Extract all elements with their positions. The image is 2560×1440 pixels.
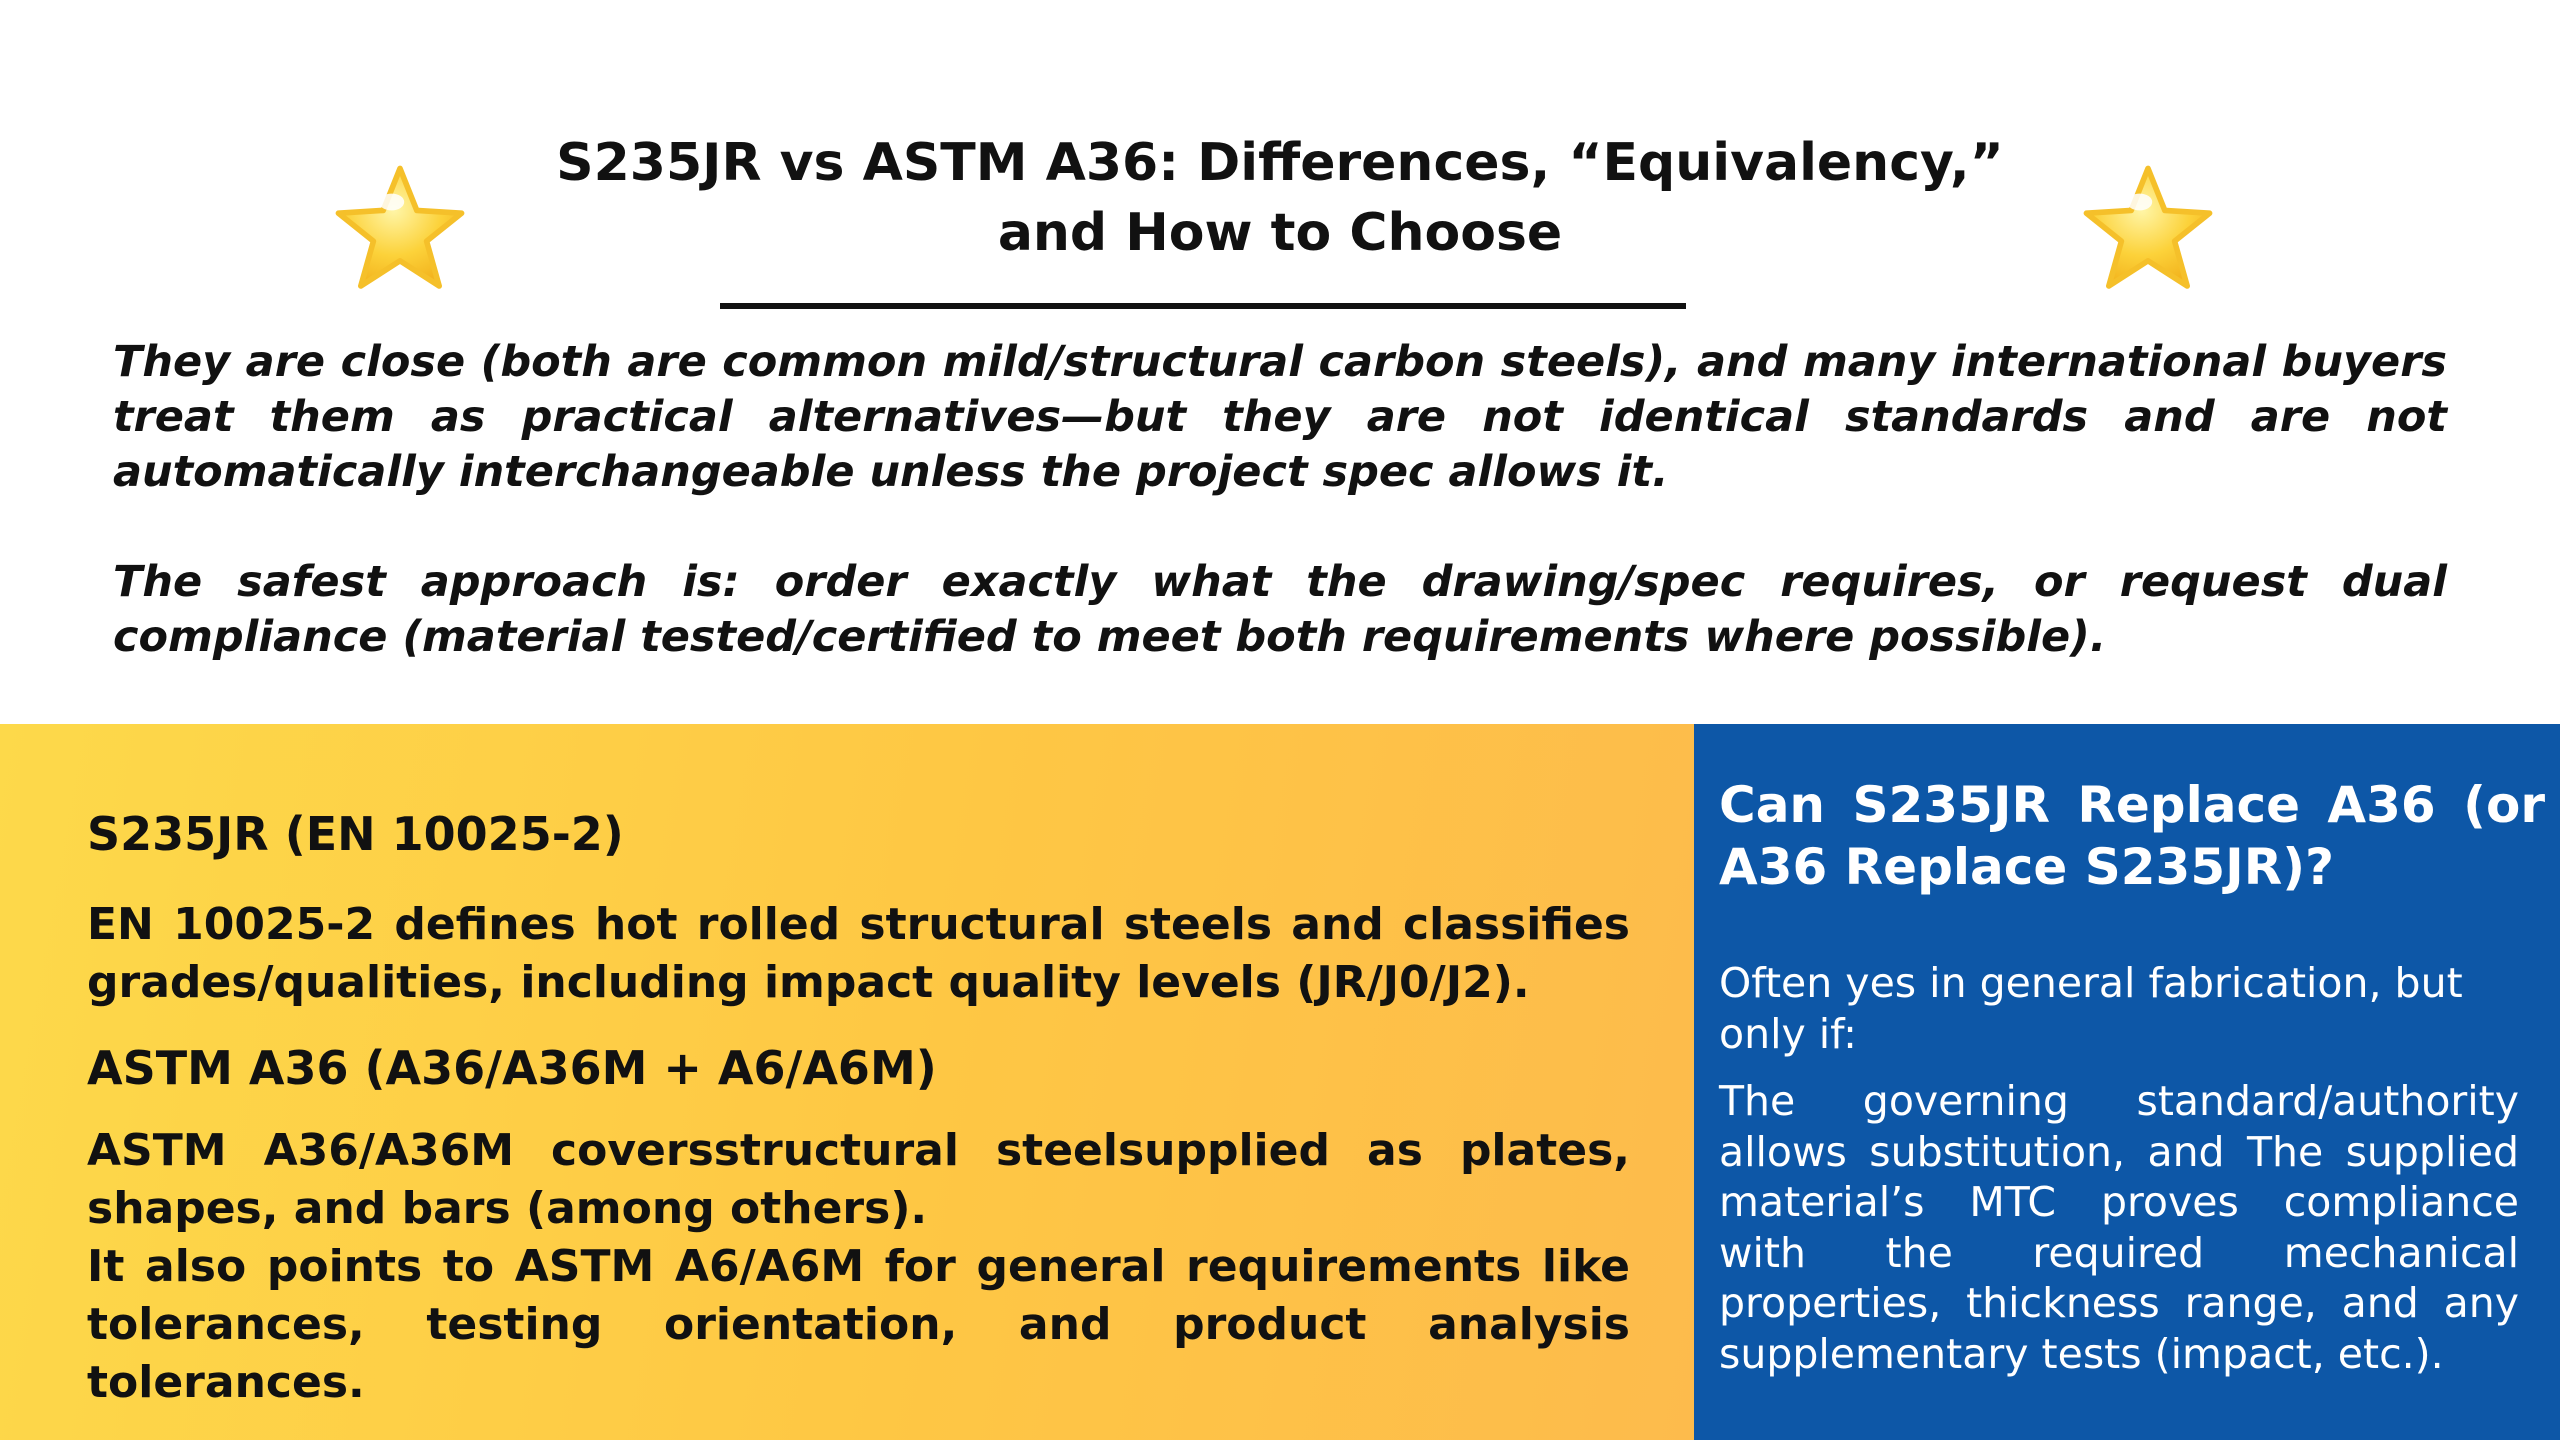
a36-description	[87, 1122, 1630, 1412]
a36-description-2: It also points to ASTM A6/A6M for general requirements like tolerances, testing orientation, and product analysis tolerances.	[87, 1241, 1630, 1408]
substitution-lead: Often yes in general fabrication, but only if:	[1719, 959, 2463, 1058]
intro-paragraph-1: They are close (both are common mild/structural carbon steels), and many international buyers treat them as practical alternatives—but they are not identical standards and are not automatically interchangeable unless the project spec allows it.	[113, 337, 2447, 497]
title-underline	[720, 303, 1686, 309]
page-title	[380, 128, 2180, 268]
a36-description-1: ASTM A36/A36M coversstructural steelsupplied as plates, shapes, and bars (among others).	[87, 1125, 1630, 1234]
s235-description: EN 10025-2 defines hot rolled structural steels and classifies grades/qualities, including impact quality levels (JR/J0/J2).	[87, 899, 1630, 1008]
a36-heading: ASTM A36 (A36/A36M + A6/A6M)	[87, 1041, 937, 1095]
s235-heading: S235JR (EN 10025-2)	[87, 807, 624, 861]
standards-panel	[0, 724, 1694, 1440]
substitution-panel	[1694, 724, 2560, 1440]
substitution-heading: Can S235JR Replace A36 (or A36 Replace S235JR)?	[1719, 776, 2545, 896]
intro-section	[113, 335, 2447, 665]
intro-paragraph-2: The safest approach is: order exactly what the drawing/spec requires, or request dual compliance (material tested/certified to meet both requirements where possible).	[113, 557, 2447, 662]
substitution-conditions: The governing standard/authority allows substitution, and The supplied material’s MTC proves compliance with the required mechanical properties, thickness range, and any supplementary tests (impact, etc.).	[1719, 1077, 2519, 1378]
title-line-1: S235JR vs ASTM A36: Differences, “Equivalency,”	[556, 133, 2004, 193]
title-line-2: and How to Choose	[997, 203, 1563, 263]
